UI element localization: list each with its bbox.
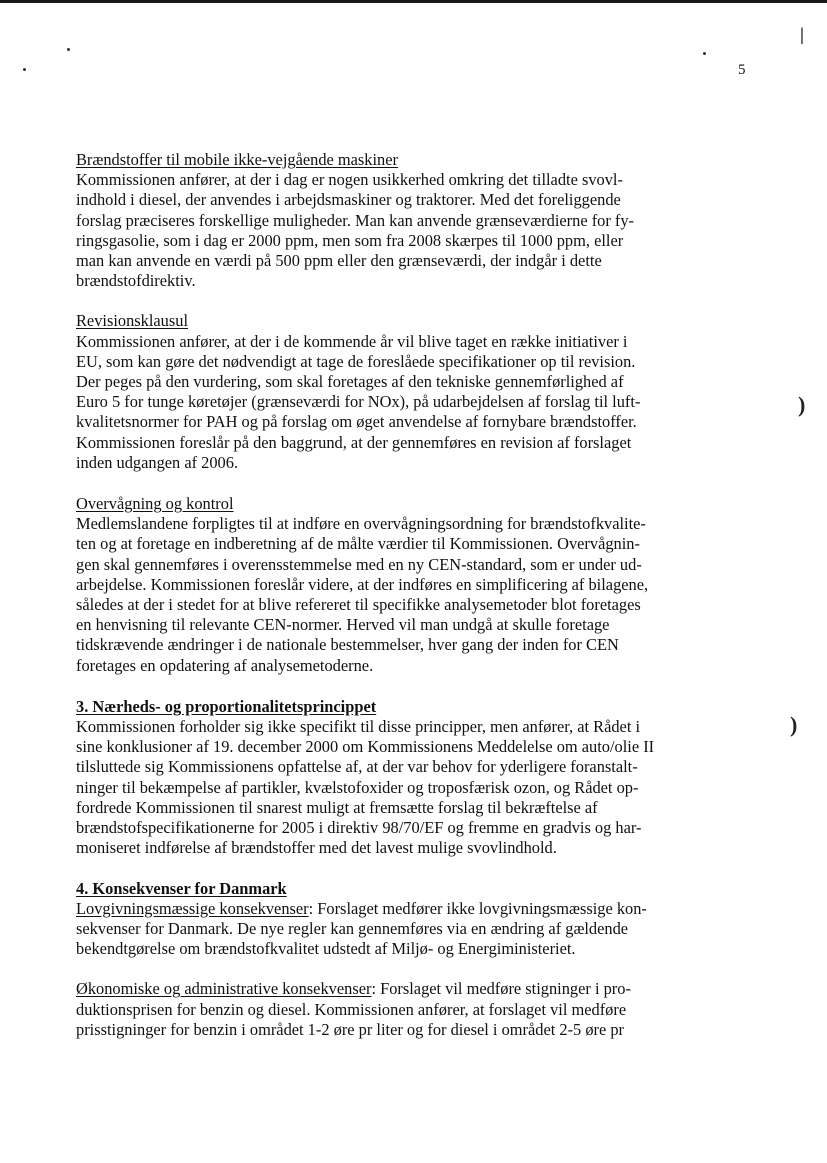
text-line: fordrede Kommissionen til snarest muligt at fremsætte forslag til bekræftelse af xyxy=(76,797,598,817)
text-line: ninger til bekæmpelse af partikler, kvælstofoxider og troposfærisk ozon, og Rådet op- xyxy=(76,777,639,797)
section-heading: Revisionsklausul xyxy=(76,311,189,331)
text-line: EU, som kan gøre det nødvendigt at tage de foreslåede specifikationer op til revision. xyxy=(76,351,636,371)
text-line: Kommissionen anfører, at der i de kommende år vil blive taget en række initiativer i xyxy=(76,331,628,351)
text-line: brændstofdirektiv. xyxy=(76,271,196,291)
text-line: ringsgasolie, som i dag er 2000 ppm, men som fra 2008 skærpes til 1000 ppm, eller xyxy=(76,230,624,250)
margin-mark: ) xyxy=(798,392,806,417)
text-line: arbejdelse. Kommissionen foreslår videre, at der indføres en simplificering af bilagene, xyxy=(76,574,649,594)
text-line: tidskrævende ændringer i de nationale bestemmelser, hver gang der inden for CEN xyxy=(76,635,619,655)
document-body xyxy=(76,150,766,1060)
text-line: sekvenser for Danmark. De nye regler kan gennemføres via en ændring af gældende xyxy=(76,918,629,938)
text-run: : Forslaget vil medføre stigninger i pro- xyxy=(371,979,631,999)
text-line xyxy=(76,899,766,919)
page-number: 5 xyxy=(738,62,746,78)
inline-heading: Lovgivningsmæssige konsekvenser xyxy=(76,898,309,918)
scan-speck xyxy=(703,52,706,55)
margin-mark: ) xyxy=(790,712,798,737)
text-line: foretages en opdatering af analysemetoderne. xyxy=(76,655,374,675)
text-line: forslag præciseres forskellige muligheder. Man kan anvende grænseværdierne for fy- xyxy=(76,210,635,230)
text-line: tilsluttede sig Kommissionens opfattelse af, at der var behov for yderligere foranstalt- xyxy=(76,757,638,777)
text-line: Euro 5 for tunge køretøjer (grænseværdi for NOx), på udarbejdelsen af forslag til luft- xyxy=(76,392,641,412)
section-heading: 3. Nærheds- og proportionalitetsprincippet xyxy=(76,696,377,716)
text-line: indhold i diesel, der anvendes i arbejdsmaskiner og traktorer. Med det foreliggende xyxy=(76,190,621,210)
text-line: Medlemslandene forpligtes til at indføre en overvågningsordning for brændstofkvalite- xyxy=(76,514,646,534)
section-monitoring-control xyxy=(76,494,766,676)
section-subsidiarity-proportionality xyxy=(76,697,766,859)
inline-heading: Økonomiske og administrative konsekvenser xyxy=(76,979,372,999)
scan-speck xyxy=(23,68,26,71)
text-line xyxy=(76,979,766,999)
section-revision-clause xyxy=(76,311,766,473)
text-line: kvalitetsnormer for PAH og på forslag om øget anvendelse af fornybare brændstoffer. xyxy=(76,412,637,432)
text-line: inden udgangen af 2006. xyxy=(76,452,239,472)
text-line: Der peges på den vurdering, som skal foretages af den tekniske gennemførlighed af xyxy=(76,372,624,392)
text-line: således at der i stedet for at blive refereret til specifikke analysemetoder blot foretages xyxy=(76,595,641,615)
text-line: ten og at foretage en indberetning af de målte værdier til Kommissionen. Overvågnin- xyxy=(76,534,640,554)
text-line: brændstofspecifikationerne for 2005 i direktiv 98/70/EF og fremme en gradvis og har- xyxy=(76,818,642,838)
text-line: bekendtgørelse om brændstofkvalitet udstedt af Miljø- og Energiministeriet. xyxy=(76,939,576,959)
top-scan-edge xyxy=(0,0,827,3)
text-line: Kommissionen foreslår på den baggrund, at der gennemføres en revision af forslaget xyxy=(76,432,632,452)
section-heading: 4. Konsekvenser for Danmark xyxy=(76,878,287,898)
text-line: man kan anvende en værdi på 500 ppm eller den grænseværdi, der indgår i dette xyxy=(76,251,602,271)
text-line: moniseret indførelse af brændstoffer med det lavest mulige svovlindhold. xyxy=(76,838,557,858)
text-line: Kommissionen forholder sig ikke specifikt til disse principper, men anfører, at Rådet i xyxy=(76,717,641,737)
text-line: duktionsprisen for benzin og diesel. Kommissionen anfører, at forslaget vil medføre xyxy=(76,999,627,1019)
text-line: Kommissionen anfører, at der i dag er nogen usikkerhed omkring det tilladte svovl- xyxy=(76,170,623,190)
section-heading: Brændstoffer til mobile ikke-vejgående maskiner xyxy=(76,150,398,169)
text-line: en henvisning til relevante CEN-normer. Herved vil man undgå at skulle foretage xyxy=(76,615,610,635)
section-consequences-denmark xyxy=(76,879,766,960)
text-line: prisstigninger for benzin i området 1-2 øre pr liter og for diesel i området 2-5 øre pr xyxy=(76,1019,625,1039)
scan-speck xyxy=(67,48,70,51)
section-heading: Overvågning og kontrol xyxy=(76,494,234,514)
text-line: gen skal gennemføres i overensstemmelse med en ny CEN-standard, som er under ud- xyxy=(76,554,642,574)
margin-mark: | xyxy=(800,24,804,44)
section-economic-consequences xyxy=(76,979,766,1040)
text-run: : Forslaget medfører ikke lovgivningsmæssige kon- xyxy=(308,898,647,918)
section-fuels-nonroad xyxy=(76,150,766,291)
text-line: sine konklusioner af 19. december 2000 om Kommissionens Meddelelse om auto/olie II xyxy=(76,737,655,757)
